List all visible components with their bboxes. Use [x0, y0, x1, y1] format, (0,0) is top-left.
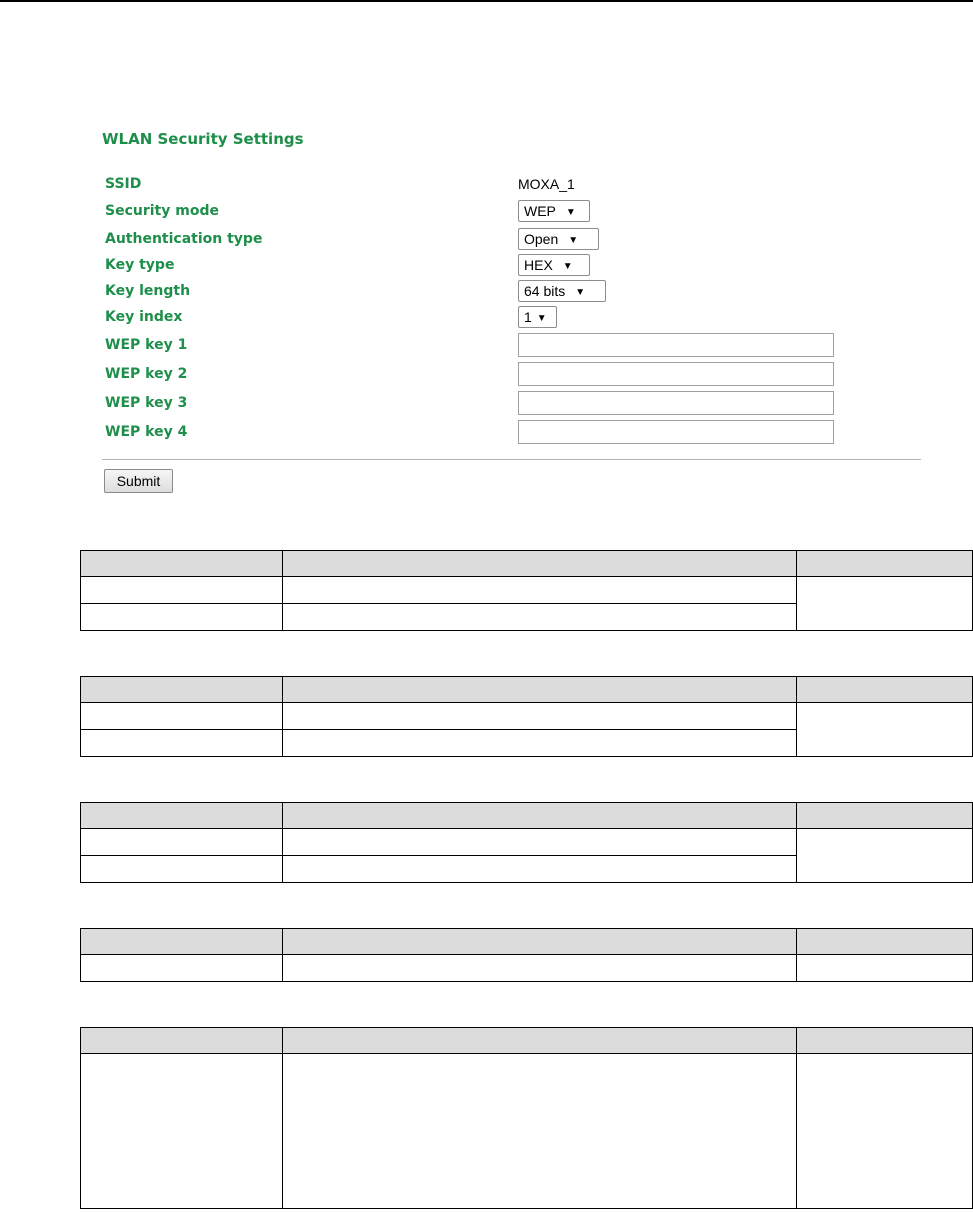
- wep-key-3-label: WEP key 3: [105, 395, 188, 411]
- settings-table: [80, 676, 973, 757]
- table-header-cell: [797, 677, 973, 703]
- key-length-row: [0, 279, 973, 303]
- table-header-row: [81, 929, 973, 955]
- key-length-selected-value: 64 bits: [524, 283, 566, 299]
- table-cell: [81, 577, 283, 604]
- wep-key-1-row: [0, 333, 973, 357]
- chevron-down-icon: ▼: [575, 287, 586, 298]
- key-length-label: Key length: [105, 283, 191, 299]
- table-header-row: [81, 677, 973, 703]
- submit-button[interactable]: Submit: [104, 469, 173, 493]
- chevron-down-icon: ▼: [562, 261, 573, 272]
- table-header-cell: [283, 551, 797, 577]
- chevron-down-icon: ▼: [565, 207, 576, 218]
- table-header-row: [81, 551, 973, 577]
- table-cell: [81, 955, 283, 982]
- table-header-cell: [81, 1028, 283, 1054]
- key-index-label: Key index: [105, 309, 183, 325]
- table-header-cell: [283, 929, 797, 955]
- page-top-rule: [0, 0, 973, 2]
- table-cell: [283, 577, 797, 604]
- chevron-down-icon: ▼: [568, 235, 579, 246]
- table-cell: [283, 856, 797, 883]
- wep-key-2-row: [0, 362, 973, 386]
- table-header-cell: [81, 677, 283, 703]
- authentication-type-selected-value: Open: [524, 231, 559, 247]
- wep-key-2-label: WEP key 2: [105, 366, 188, 382]
- key-index-row: [0, 305, 973, 329]
- table-header-cell: [81, 551, 283, 577]
- table-header-row: [81, 803, 973, 829]
- settings-table: [80, 928, 973, 982]
- table-header-cell: [81, 929, 283, 955]
- table-cell: [283, 829, 797, 856]
- ssid-value: MOXA_1: [518, 176, 575, 192]
- table-cell: [81, 604, 283, 631]
- table-row: [81, 703, 973, 730]
- table-cell: [283, 955, 797, 982]
- key-type-label: Key type: [105, 257, 175, 273]
- table-header-cell: [283, 1028, 797, 1054]
- settings-table: [80, 550, 973, 631]
- table-cell: [797, 703, 973, 757]
- wep-key-2-input[interactable]: [518, 362, 834, 386]
- table-row: [81, 577, 973, 604]
- table-cell: [283, 604, 797, 631]
- wep-key-1-input[interactable]: [518, 333, 834, 357]
- settings-table: [80, 802, 973, 883]
- table-cell: [283, 1054, 797, 1209]
- table-cell: [283, 703, 797, 730]
- key-length-select[interactable]: [518, 280, 606, 302]
- wep-key-4-input[interactable]: [518, 420, 834, 444]
- table-cell: [81, 1054, 283, 1209]
- table-header-cell: [797, 1028, 973, 1054]
- wep-key-3-row: [0, 391, 973, 415]
- table-cell: [797, 829, 973, 883]
- table-header-row: [81, 1028, 973, 1054]
- ssid-row: [0, 172, 973, 196]
- settings-table: [80, 1027, 973, 1209]
- security-mode-selected-value: WEP: [524, 203, 556, 219]
- wep-key-4-row: [0, 420, 973, 444]
- security-mode-label: Security mode: [105, 203, 219, 219]
- table-cell: [81, 829, 283, 856]
- table-header-cell: [283, 677, 797, 703]
- key-index-selected-value: 1: [524, 309, 532, 325]
- security-mode-select[interactable]: [518, 200, 590, 222]
- table-cell: [283, 730, 797, 757]
- key-index-select[interactable]: [518, 306, 557, 328]
- wep-key-4-label: WEP key 4: [105, 424, 188, 440]
- table-cell: [81, 703, 283, 730]
- chevron-down-icon: ▼: [536, 313, 547, 324]
- table-cell: [797, 577, 973, 631]
- ssid-label: SSID: [105, 176, 142, 192]
- wep-key-3-input[interactable]: [518, 391, 834, 415]
- table-header-cell: [81, 803, 283, 829]
- table-header-cell: [797, 803, 973, 829]
- key-type-select[interactable]: [518, 254, 590, 276]
- table-row: [81, 829, 973, 856]
- table-cell: [81, 730, 283, 757]
- table-cell: [797, 955, 973, 982]
- wep-key-1-label: WEP key 1: [105, 337, 188, 353]
- table-row: [81, 1054, 973, 1209]
- table-row: [81, 955, 973, 982]
- page-title: WLAN Security Settings: [102, 130, 304, 148]
- key-type-selected-value: HEX: [524, 257, 553, 273]
- table-header-cell: [797, 929, 973, 955]
- authentication-type-label: Authentication type: [105, 231, 263, 247]
- table-cell: [797, 1054, 973, 1209]
- table-cell: [81, 856, 283, 883]
- form-divider: [102, 459, 921, 460]
- key-type-row: [0, 253, 973, 277]
- table-header-cell: [283, 803, 797, 829]
- authentication-type-select[interactable]: [518, 228, 599, 250]
- table-header-cell: [797, 551, 973, 577]
- authentication-type-row: [0, 227, 973, 251]
- security-mode-row: [0, 199, 973, 223]
